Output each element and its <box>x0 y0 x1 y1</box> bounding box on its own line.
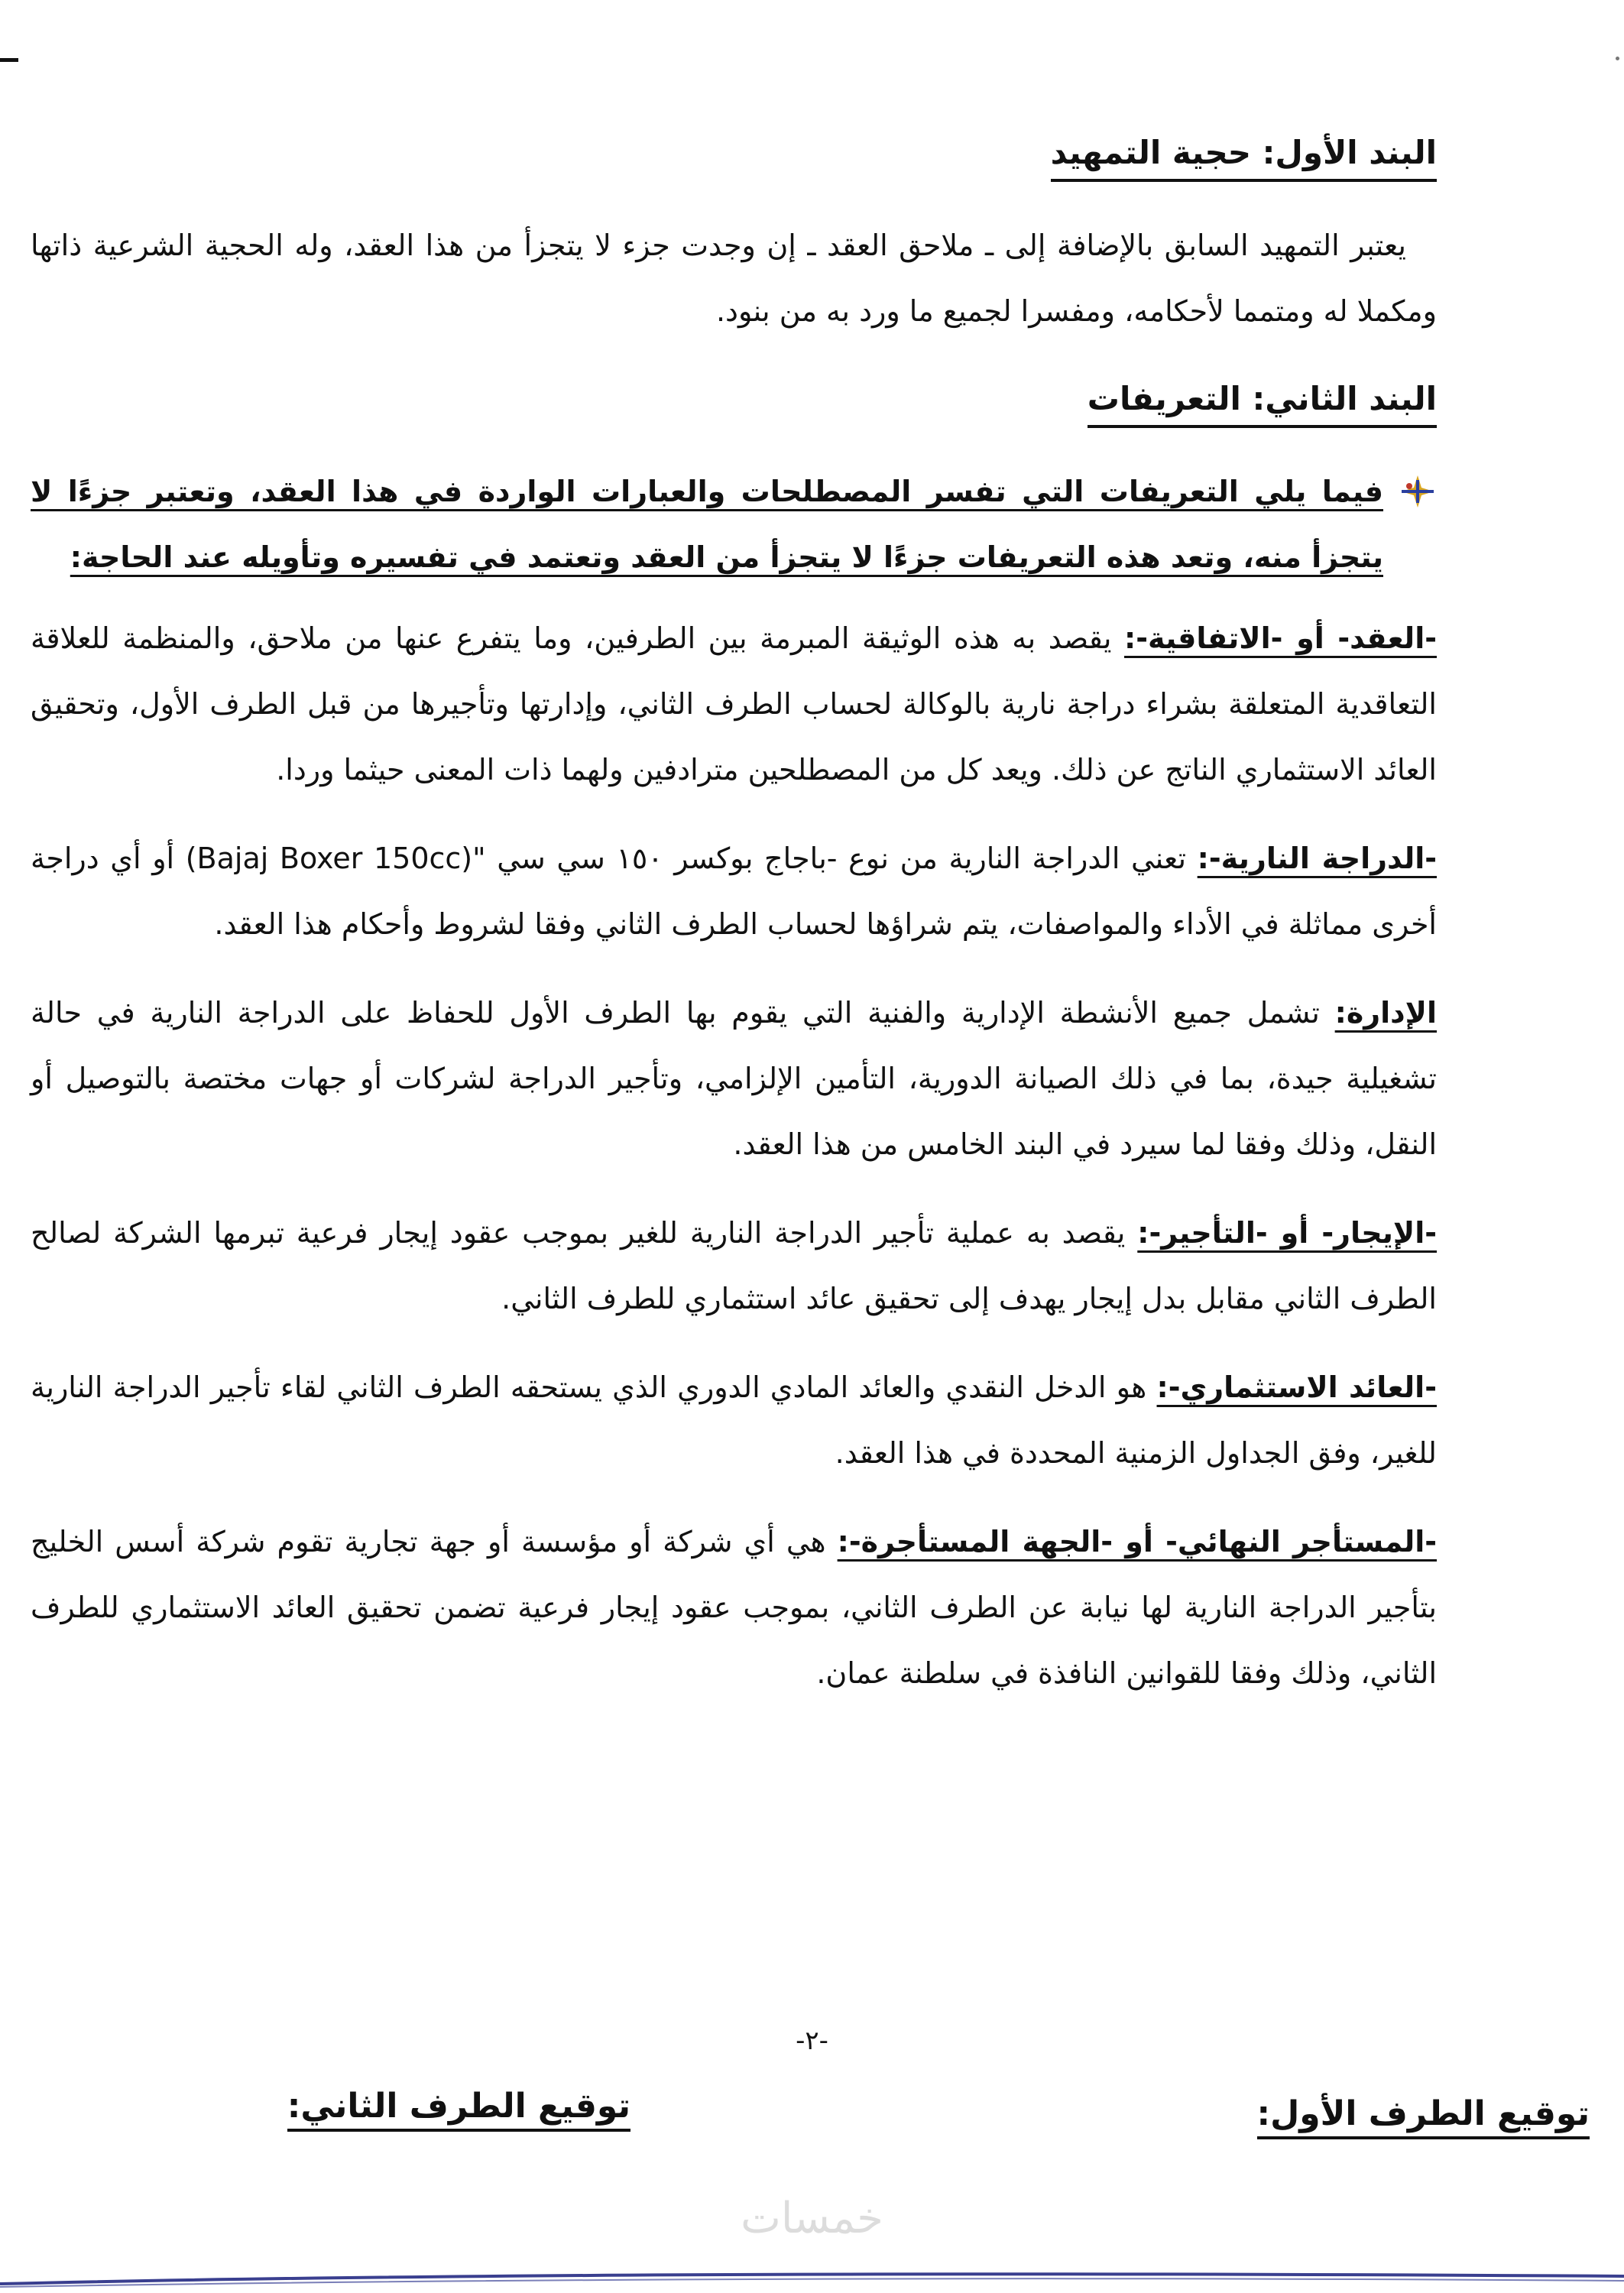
scan-corner-mark <box>0 58 18 62</box>
definition-paragraph <box>31 980 1437 1177</box>
definition-term: -الدراجة النارية-: <box>1197 842 1438 875</box>
definition-paragraph <box>31 1509 1437 1706</box>
definition-term: -المستأجر النهائي- أو -الجهة المستأجرة-: <box>837 1525 1438 1558</box>
page-number: -٢- <box>796 2025 828 2056</box>
document-body <box>31 122 1437 1729</box>
definition-text: يقصد به هذه الوثيقة المبرمة بين الطرفين، وما يتفرع عنها من ملاحق، والمنظمة للعلاقة التعاقدية المتعلقة بشراء دراجة نارية بالوكالة لحساب الطرف الثاني، وإدارتها وتأجيرها من قبل الطرف الأول، وتحقيق العائد الاستثماري الناتج عن ذلك. ويعد كل من المصطلحين مترادفين ولهما ذات المعنى حيثما وردا. <box>31 621 1437 786</box>
star-bullet-icon <box>1399 472 1437 511</box>
definition-paragraph <box>31 825 1437 957</box>
definition-term: -العقد- أو -الاتفاقية-: <box>1124 621 1437 655</box>
section-heading-2: البند الثاني: التعريفات <box>31 376 1437 428</box>
bottom-border-line <box>0 2269 1624 2288</box>
definition-term: الإدارة: <box>1334 996 1437 1030</box>
definitions-intro-text: فيما يلي التعريفات التي تفسر المصطلحات والعبارات الواردة في هذا العقد، وتعتبر جزءًا لا يتجزأ منه، وتعد هذه التعريفات جزءًا لا يتجزأ من العقد وتعتمد في تفسيره وتأويله عند الحاجة: <box>31 475 1383 574</box>
definition-text: تشمل جميع الأنشطة الإدارية والفنية التي يقوم بها الطرف الأول للحفاظ على الدراجة النارية في حالة تشغيلية جيدة، بما في ذلك الصيانة الدورية، التأمين الإلزامي، وتأجير الدراجة لشركات أو جهات مختصة بالتوصيل أو النقل، وذلك وفقا لما سيرد في البند الخامس من هذا العقد. <box>31 996 1437 1161</box>
definitions-list <box>31 605 1437 1706</box>
definition-term: -الإيجار- أو -التأجير-: <box>1137 1216 1437 1250</box>
intro-paragraph: يعتبر التمهيد السابق بالإضافة إلى ـ ملاحق العقد ـ إن وجدت جزء لا يتجزأ من هذا العقد، وله الحجية الشرعية ذاتها ومكملا له ومتمما لأحكامه، ومفسرا لجميع ما ورد به من بنود. <box>31 229 1437 328</box>
definitions-intro-bullet <box>31 459 1437 590</box>
definition-paragraph <box>31 605 1437 803</box>
definition-text: يقصد به عملية تأجير الدراجة النارية للغير بموجب عقود إيجار فرعية تبرمها الشركة لصالح الطرف الثاني مقابل بدل إيجار يهدف إلى تحقيق عائد استثماري للطرف الثاني. <box>31 1216 1437 1315</box>
watermark-logo: خمسات <box>741 2194 883 2243</box>
signature-second-party: توقيع الطرف الثاني: <box>287 2087 630 2132</box>
section-heading-1: البند الأول: حجية التمهيد <box>31 130 1437 182</box>
definition-term: -العائد الاستثماري-: <box>1156 1370 1437 1404</box>
scan-corner-dot <box>1616 57 1619 60</box>
definition-paragraph <box>31 1200 1437 1331</box>
definition-text: هو الدخل النقدي والعائد المادي الدوري الذي يستحقه الطرف الثاني لقاء تأجير الدراجة النارية للغير، وفق الجداول الزمنية المحددة في هذا العقد. <box>31 1370 1437 1470</box>
definition-text: هي أي شركة أو مؤسسة أو جهة تجارية تقوم شركة أسس الخليج بتأجير الدراجة النارية لها نيابة عن الطرف الثاني، بموجب عقود إيجار فرعية تضمن تحقيق العائد الاستثماري للطرف الثاني، وذلك وفقا للقوانين النافذة في سلطنة عمان. <box>31 1525 1437 1690</box>
signature-first-party: توقيع الطرف الأول: <box>1257 2094 1590 2139</box>
definition-paragraph <box>31 1354 1437 1486</box>
definition-text: تعني الدراجة النارية من نوع -باجاج بوكسر ١٥٠ سي سي "(Bajaj Boxer 150cc) أو أي دراجة أخرى مماثلة في الأداء والمواصفات، يتم شراؤها لحساب الطرف الثاني وفقا لشروط وأحكام هذا العقد. <box>31 842 1437 941</box>
